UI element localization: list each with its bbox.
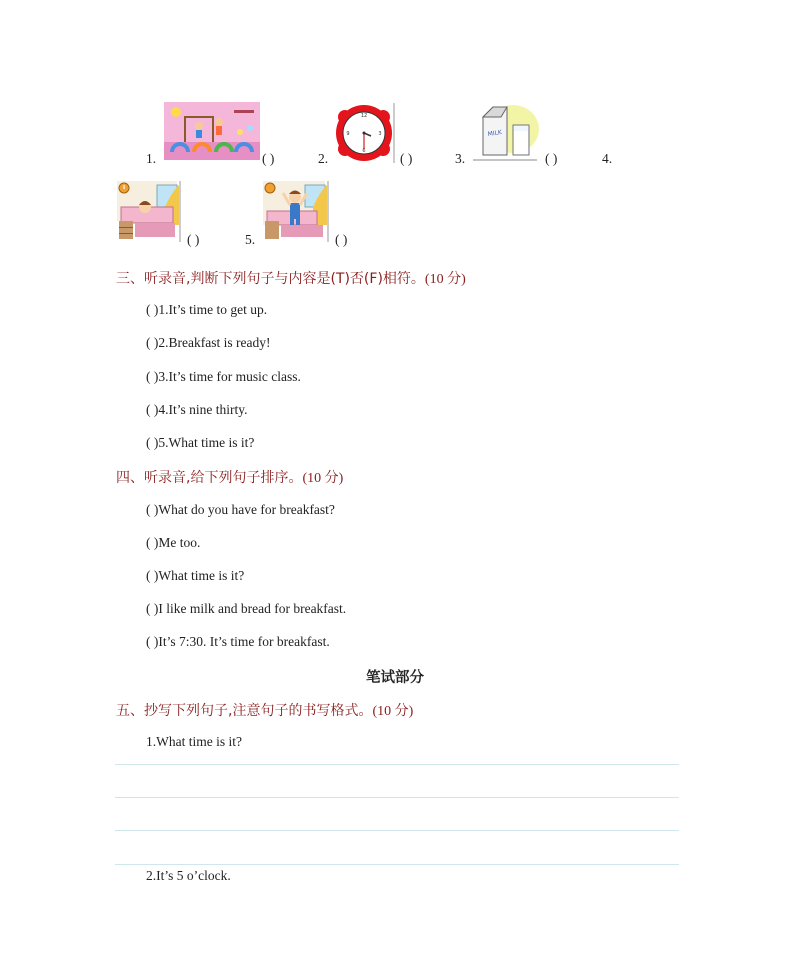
item-text: Me too. <box>158 535 201 550</box>
picture-label-2: 2. <box>318 151 329 166</box>
item-text: What do you have for breakfast? <box>158 502 335 517</box>
answer-parenthesis[interactable]: ( ) <box>146 335 159 350</box>
answer-parenthesis[interactable]: ( ) <box>146 535 159 550</box>
item-text: I like milk and bread for breakfast. <box>158 601 347 616</box>
answer-parenthesis-2[interactable]: ( ) <box>400 151 413 166</box>
section3-item-1 <box>146 302 267 318</box>
section3-item-3 <box>146 369 301 385</box>
section5-item-1: 1.What time is it? <box>146 734 242 749</box>
answer-parenthesis[interactable]: ( ) <box>146 369 159 384</box>
svg-text:3: 3 <box>378 131 382 137</box>
clock-picture <box>333 103 395 163</box>
section4-item-4 <box>146 601 346 617</box>
answer-parenthesis[interactable]: ( ) <box>146 302 159 317</box>
item-text: 5.What time is it? <box>158 435 255 450</box>
milk-picture <box>473 103 539 161</box>
item-text: 3.It’s time for music class. <box>158 369 301 384</box>
playground-picture <box>164 102 260 160</box>
writing-line[interactable] <box>115 764 679 765</box>
section3-heading <box>116 268 466 288</box>
answer-parenthesis[interactable]: ( ) <box>146 568 159 583</box>
section5-item-2: 2.It’s 5 o’clock. <box>146 868 231 883</box>
writing-line[interactable] <box>115 797 679 798</box>
writing-line[interactable] <box>115 864 679 865</box>
section4-item-3 <box>146 568 244 584</box>
section4-item-2 <box>146 535 200 551</box>
section4-item-5 <box>146 634 330 650</box>
item-text: 1.It’s time to get up. <box>158 302 268 317</box>
answer-parenthesis[interactable]: ( ) <box>146 435 159 450</box>
picture-label-5: 5. <box>245 232 256 247</box>
picture-label-3: 3. <box>455 151 466 166</box>
section5-heading <box>116 700 413 720</box>
answer-parenthesis[interactable]: ( ) <box>146 402 159 417</box>
answer-parenthesis[interactable]: ( ) <box>146 502 159 517</box>
sleeping-picture <box>117 181 181 242</box>
picture-label-1: 1. <box>146 151 157 166</box>
section4-item-1 <box>146 502 335 518</box>
written-part-title: 笔试部分 <box>366 670 424 686</box>
answer-parenthesis-4[interactable]: ( ) <box>187 232 200 247</box>
section3-item-5 <box>146 435 254 451</box>
section4-heading <box>116 467 343 487</box>
section3-heading-text: 三、听录音,判断下列句子与内容是(T)否(F)相符。 <box>116 271 425 287</box>
svg-text:9: 9 <box>346 131 350 137</box>
svg-text:6: 6 <box>362 148 366 154</box>
item-text: What time is it? <box>158 568 245 583</box>
writing-line[interactable] <box>115 830 679 831</box>
answer-parenthesis-1[interactable]: ( ) <box>262 151 275 166</box>
svg-text:12: 12 <box>360 113 368 119</box>
section3-score: (10 分) <box>424 272 466 287</box>
item-text: 4.It’s nine thirty. <box>158 402 248 417</box>
section5-score: (10 分) <box>372 704 414 719</box>
answer-parenthesis-5[interactable]: ( ) <box>335 232 348 247</box>
item-text: It’s 7:30. It’s time for breakfast. <box>158 634 330 649</box>
section4-heading-text: 四、听录音,给下列句子排序。 <box>116 470 303 486</box>
getting-up-picture <box>263 181 329 242</box>
section4-score: (10 分) <box>302 471 344 486</box>
section3-item-4 <box>146 402 248 418</box>
item-text: 2.Breakfast is ready! <box>158 335 271 350</box>
section3-item-2 <box>146 335 270 351</box>
answer-parenthesis[interactable]: ( ) <box>146 634 159 649</box>
answer-parenthesis[interactable]: ( ) <box>146 601 159 616</box>
section5-heading-text: 五、抄写下列句子,注意句子的书写格式。 <box>116 703 373 719</box>
picture-label-4: 4. <box>602 151 613 166</box>
milk-carton-label: MILK <box>487 129 503 138</box>
answer-parenthesis-3[interactable]: ( ) <box>545 151 558 166</box>
